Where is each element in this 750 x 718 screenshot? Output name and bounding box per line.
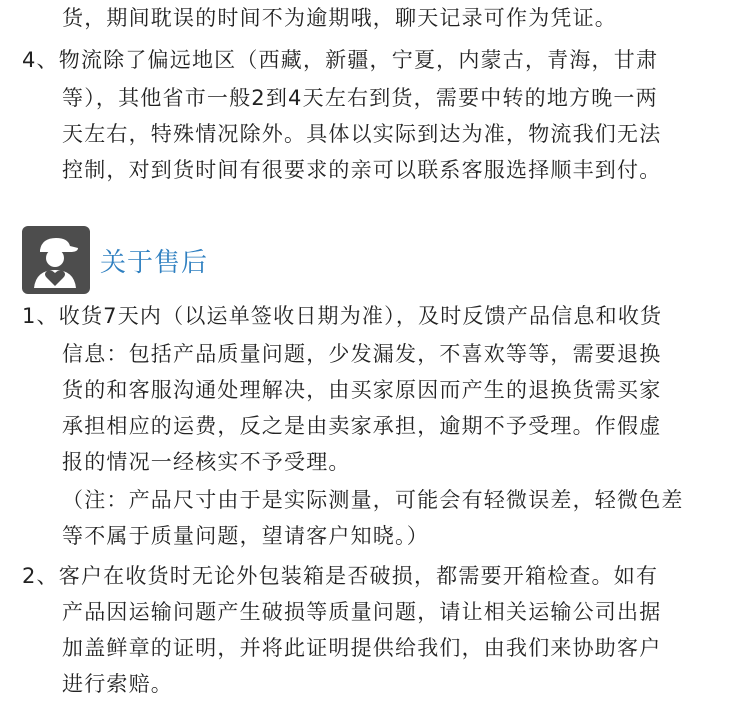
after-sales-text-line: 加盖鲜章的证明，并将此证明提供给我们，由我们来协助客户 (62, 636, 662, 660)
after-sales-text-line: 货的和客服沟通处理解决，由买家原因而产生的退换货需买家 (62, 378, 662, 402)
shipping-text-line: 天左右，特殊情况除外。具体以实际到达为准，物流我们无法 (62, 122, 662, 146)
section-title: 关于售后 (100, 247, 209, 278)
after-sales-header (22, 226, 208, 294)
after-sales-text-line: 等不属于质量问题，望请客户知晓。） (62, 524, 429, 548)
shipping-text-line: 货，期间耽误的时间不为逾期哦，聊天记录可作为凭证。 (62, 6, 617, 30)
after-sales-text-line: 报的情况一经核实不予受理。 (62, 450, 351, 474)
customer-service-icon (22, 226, 90, 294)
after-sales-text-line: 承担相应的运费，反之是由卖家承担，逾期不予受理。作假虚 (62, 414, 662, 438)
after-sales-text-line: 2、客户在收货时无论外包装箱是否破损，都需要开箱检查。如有 (22, 564, 659, 588)
after-sales-text-line: 产品因运输问题产生破损等质量问题，请让相关运输公司出据 (62, 600, 662, 624)
after-sales-text-line: 信息：包括产品质量问题，少发漏发，不喜欢等等，需要退换 (62, 342, 662, 366)
shipping-text-line: 等），其他省市一般2到4天左右到货，需要中转的地方晚一两 (62, 86, 658, 110)
after-sales-text-line: 进行索赔。 (62, 672, 173, 696)
after-sales-text-line: 1、收货7天内（以运单签收日期为准），及时反馈产品信息和收货 (22, 304, 663, 328)
shipping-text-line: 4、物流除了偏远地区（西藏，新疆，宁夏，内蒙古，青海，甘肃 (22, 48, 659, 72)
shipping-text-line: 控制，对到货时间有很要求的亲可以联系客服选择顺丰到付。 (62, 158, 662, 182)
after-sales-text-line: （注：产品尺寸由于是实际测量，可能会有轻微误差，轻微色差 (62, 488, 684, 512)
